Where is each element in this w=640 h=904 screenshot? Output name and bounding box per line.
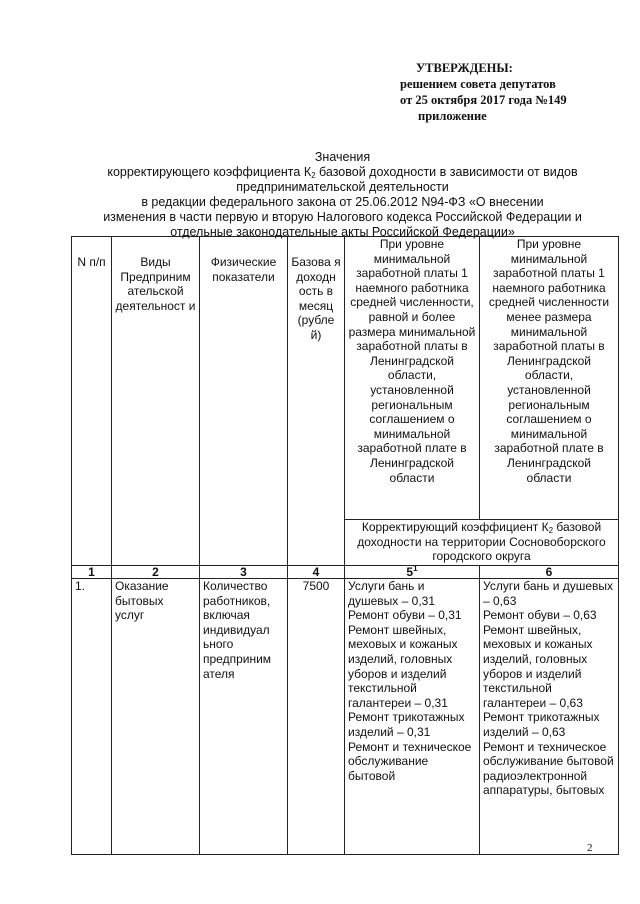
- approval-appendix: приложение: [418, 109, 487, 123]
- column-number-row: [72, 566, 619, 579]
- col5-item: Ремонт трикотажных изделий – 0,31: [348, 710, 465, 739]
- col5-item: Ремонт швейных, меховых и кожаных изделий, головных уборов и изделий текстильной галантереи – 0,31: [348, 622, 458, 710]
- title-line-2: [60, 165, 625, 180]
- header-col5: При уровне минимальной заработной платы 1 наемного работника средней численности, равной и более размера минимальной заработной платы в Ленинградской области, установленной региональным соглашением о минимальной заработной плате в Ленинградской области: [345, 237, 480, 520]
- page-number: 2: [587, 842, 593, 854]
- col5-item: Ремонт обуви – 0,31: [348, 608, 462, 623]
- title-line-2-part-a: корректирующего коэффициента К: [107, 165, 312, 179]
- title-line-3: предпринимательской деятельности: [236, 180, 449, 194]
- col6-item: Ремонт трикотажных изделий – 0,63: [483, 710, 600, 739]
- col5-item: Ремонт и техническое обслуживание бытовой: [348, 739, 472, 783]
- column-number-5-label: 5: [406, 565, 414, 579]
- row-activity: Оказание бытовых услуг: [112, 579, 200, 855]
- header-base-income-label: Базова я доходн ость в месяц (рубле й): [291, 255, 341, 342]
- title-line-2-part-b: базовой доходности в зависимости от видов: [315, 165, 578, 179]
- header-num-label: N п/п: [77, 255, 106, 269]
- header-k2: [345, 520, 619, 566]
- column-number-1: 1: [72, 566, 112, 579]
- title-line-4: в редакции федерального закона от 25.06.2012 N94-ФЗ «О внесении: [141, 195, 544, 209]
- approval-date: от 25 октября 2017 года №149: [400, 93, 567, 107]
- col6-item: Ремонт и техническое обслуживание бытовой радиоэлектронной аппаратуры, бытовых: [483, 739, 614, 798]
- row-base-income: 7500: [288, 579, 345, 855]
- document-title: [60, 150, 625, 240]
- col6-item: Ремонт швейных, меховых и кожаных изделий, головных уборов и изделий текстильной галантереи – 0,63: [483, 622, 593, 710]
- row-indicator: Количество работников, включая индивидуал ьного предприним ателя: [200, 579, 288, 855]
- header-k2-part-a: Корректирующий коэффициент К: [361, 520, 549, 534]
- column-number-6: 6: [480, 566, 619, 579]
- header-indicators: [200, 237, 288, 566]
- approval-decision: решением совета депутатов: [400, 77, 556, 91]
- column-number-5-superscript: 1: [413, 565, 418, 573]
- column-number-2: 2: [112, 566, 200, 579]
- column-number-5: [345, 566, 480, 579]
- column-number-3: 3: [200, 566, 288, 579]
- header-num: [72, 237, 112, 566]
- title-line-2-subscript: 2: [311, 171, 316, 180]
- row-number: 1.: [72, 579, 112, 855]
- table-row: [72, 579, 619, 855]
- row-col5: [345, 579, 480, 855]
- approval-title: УТВЕРЖДЕНЫ:: [416, 61, 513, 75]
- header-k2-subscript: 2: [548, 526, 554, 535]
- column-number-4: 4: [288, 566, 345, 579]
- title-line-5: изменения в части первую и вторую Налогового кодекса Российской Федерации и: [103, 210, 582, 224]
- header-activity: [112, 237, 200, 566]
- title-line-1: Значения: [314, 150, 371, 164]
- header-base-income: [288, 237, 345, 566]
- title-line-6: отдельные законодательные акты Российской Федерации»: [170, 225, 515, 239]
- header-k2-part-b: базовой доходности на территории Сосновоборского городского округа: [357, 520, 606, 564]
- col6-item: Услуги бань и душевых – 0,63: [483, 579, 614, 608]
- coefficient-table: [71, 236, 619, 855]
- col6-item: Ремонт обуви – 0,63: [483, 608, 597, 623]
- header-col6: При уровне минимальной заработной платы 1 наемного работника средней численности менее размера минимальной заработной платы в Ленинградской области, установленной региональным соглашением о минимальной заработной плате в Ленинградской области: [480, 237, 619, 520]
- row-col6: [480, 579, 619, 855]
- approval-stamp: [400, 60, 630, 124]
- col5-item: Услуги бань и душевых – 0,31: [348, 579, 435, 608]
- header-activity-label: Виды Предприним ательской деятельност и: [115, 255, 196, 313]
- header-indicators-label: Физические показатели: [210, 255, 277, 284]
